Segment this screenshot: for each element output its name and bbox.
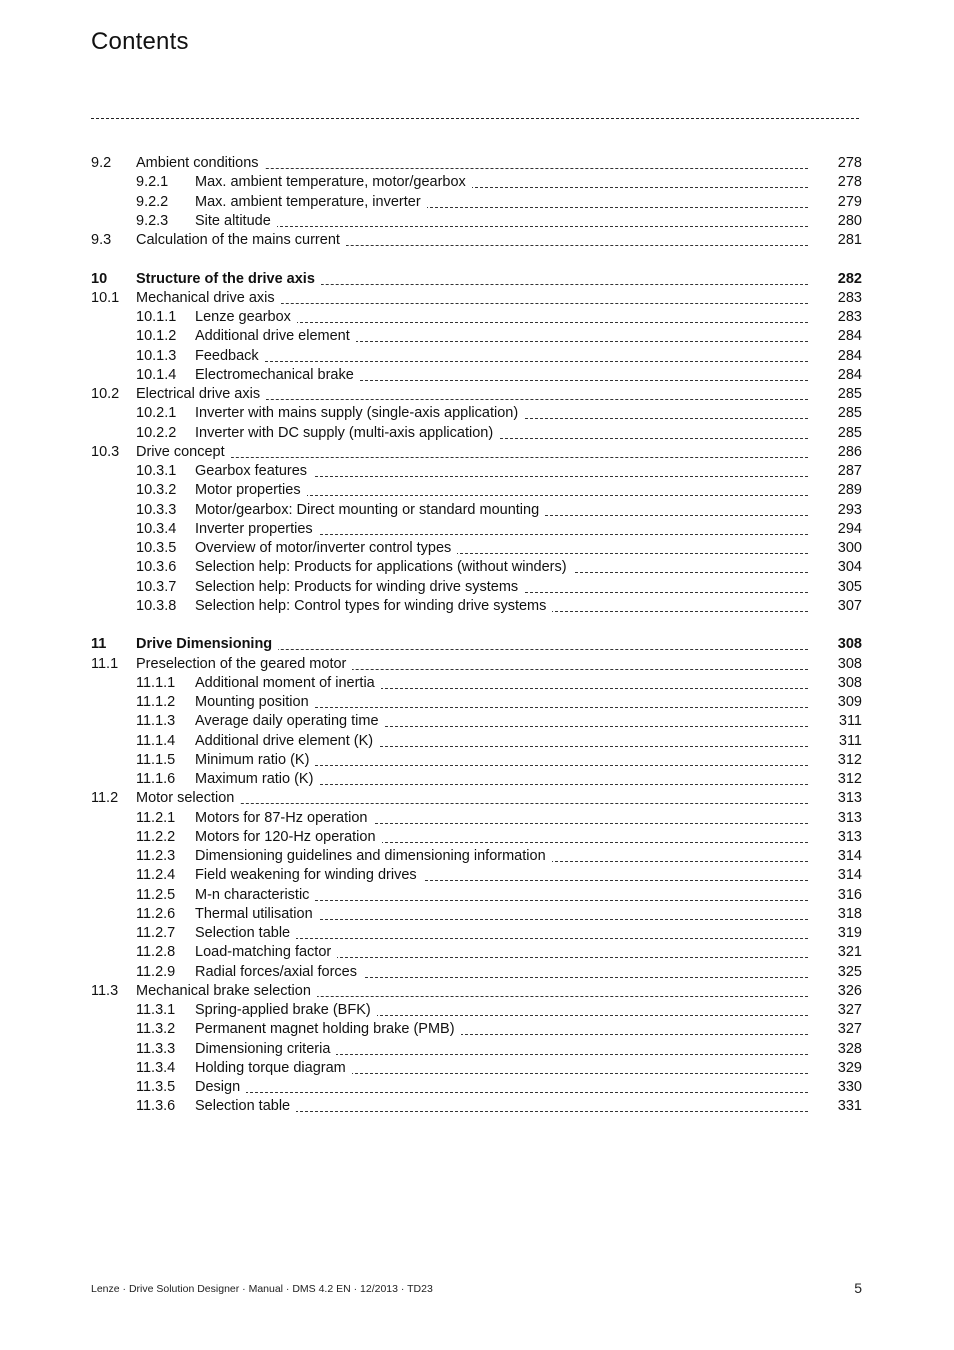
toc-entry[interactable] bbox=[0, 693, 954, 712]
toc-entry-title[interactable]: Structure of the drive axis bbox=[136, 270, 321, 289]
toc-entry[interactable] bbox=[0, 597, 954, 616]
toc-entry[interactable] bbox=[0, 655, 954, 674]
toc-entry-page[interactable]: 278 bbox=[837, 155, 862, 171]
toc-entry-page[interactable]: 326 bbox=[837, 982, 862, 999]
toc-entry-number: 10.1.1 bbox=[136, 309, 177, 325]
toc-entry[interactable] bbox=[0, 847, 954, 866]
toc-entry-page[interactable]: 313 bbox=[837, 828, 862, 845]
toc-entry[interactable] bbox=[0, 270, 954, 289]
toc-entry-number: 11.1.1 bbox=[136, 674, 176, 691]
toc-entry[interactable] bbox=[0, 501, 954, 520]
toc-entry[interactable] bbox=[0, 1059, 954, 1078]
toc-entry-page[interactable]: 308 bbox=[837, 674, 862, 691]
toc-entry-number: 10.1.2 bbox=[136, 328, 177, 345]
toc-entry-title[interactable]: Ambient conditions bbox=[136, 154, 265, 173]
toc-entry-number: 10.1 bbox=[91, 289, 120, 306]
page-title: Contents bbox=[91, 28, 189, 55]
toc-entry-number: 11.2.3 bbox=[136, 848, 176, 864]
toc-entry[interactable] bbox=[0, 866, 954, 885]
toc-entry-number: 11.3.1 bbox=[136, 1002, 176, 1018]
toc-entry[interactable] bbox=[0, 712, 954, 731]
toc-entry-page[interactable]: 319 bbox=[837, 925, 862, 941]
toc-entry-number: 10.1.4 bbox=[136, 366, 177, 383]
toc-entry-title[interactable]: Electrical drive axis bbox=[136, 385, 266, 404]
toc-entry-page[interactable]: 308 bbox=[837, 636, 862, 653]
toc-entry[interactable] bbox=[0, 385, 954, 404]
toc-entry-number: 11.2.2 bbox=[136, 828, 176, 845]
toc-entry-number: 11.3.4 bbox=[136, 1059, 176, 1076]
toc-entry-page[interactable]: 280 bbox=[837, 212, 862, 229]
toc-entry-title[interactable]: Inverter properties bbox=[195, 520, 319, 539]
toc-entry[interactable] bbox=[0, 1078, 954, 1097]
toc-entry[interactable] bbox=[0, 578, 954, 597]
toc-entry-page[interactable]: 285 bbox=[837, 405, 862, 422]
toc-entry-page[interactable]: 313 bbox=[837, 790, 862, 807]
toc-entry-title[interactable]: Maximum ratio (K) bbox=[195, 770, 319, 789]
toc-entry[interactable] bbox=[0, 539, 954, 558]
toc-entry-number: 11.2.9 bbox=[136, 963, 176, 980]
toc-entry-page[interactable]: 282 bbox=[837, 270, 862, 287]
toc-entry-number: 10.3.4 bbox=[136, 520, 177, 537]
toc-entry-title[interactable]: Motor/gearbox: Direct mounting or standard mounting bbox=[195, 501, 545, 520]
toc-entry-title[interactable]: M-n characteristic bbox=[195, 886, 315, 905]
table-of-contents bbox=[0, 154, 954, 1117]
toc-entry-page[interactable]: 285 bbox=[837, 424, 862, 441]
toc-entry-number: 10.1.3 bbox=[136, 347, 177, 364]
toc-entry-title[interactable]: Selection help: Control types for winding drive systems bbox=[195, 597, 552, 616]
toc-entry-page[interactable]: 328 bbox=[837, 1040, 862, 1057]
toc-leader-line bbox=[136, 457, 808, 458]
toc-entry-page[interactable]: 330 bbox=[837, 1079, 862, 1095]
toc-entry-number: 11.1 bbox=[91, 655, 119, 672]
toc-entry-number: 10.3.5 bbox=[136, 540, 177, 556]
toc-entry-number: 10.3 bbox=[91, 443, 120, 460]
toc-entry-number: 11 bbox=[91, 636, 107, 653]
toc-entry[interactable] bbox=[0, 173, 954, 192]
toc-entry[interactable] bbox=[0, 154, 954, 173]
toc-entry-number: 10.3.2 bbox=[136, 482, 177, 499]
toc-entry-page[interactable]: 304 bbox=[837, 559, 862, 576]
toc-entry[interactable] bbox=[0, 520, 954, 539]
toc-entry-number: 11.2.5 bbox=[136, 886, 176, 903]
toc-entry-number: 11.3.3 bbox=[136, 1040, 176, 1057]
toc-entry[interactable] bbox=[0, 1001, 954, 1020]
toc-entry-title[interactable]: Field weakening for winding drives bbox=[195, 866, 423, 885]
toc-entry-title[interactable]: Drive Dimensioning bbox=[136, 635, 278, 654]
toc-entry-page[interactable]: 279 bbox=[837, 193, 862, 210]
toc-entry[interactable] bbox=[0, 963, 954, 982]
toc-entry[interactable] bbox=[0, 424, 954, 443]
header-divider bbox=[91, 118, 859, 119]
toc-entry[interactable] bbox=[0, 809, 954, 828]
toc-entry-page[interactable]: 305 bbox=[837, 578, 862, 595]
toc-entry-number: 11.3 bbox=[91, 982, 119, 999]
toc-entry-page[interactable]: 329 bbox=[837, 1059, 862, 1076]
toc-entry-number: 11.3.6 bbox=[136, 1098, 176, 1115]
toc-entry-page[interactable]: 309 bbox=[837, 694, 862, 710]
toc-entry-number: 10.3.3 bbox=[136, 501, 177, 518]
toc-entry-page[interactable]: 318 bbox=[837, 905, 862, 922]
toc-entry-number: 9.2.1 bbox=[136, 174, 169, 191]
toc-spacer bbox=[0, 616, 954, 635]
toc-leader-line bbox=[195, 361, 808, 362]
toc-entry[interactable] bbox=[0, 193, 954, 212]
toc-entry-title[interactable]: Motor selection bbox=[136, 789, 240, 808]
toc-entry-title[interactable]: Minimum ratio (K) bbox=[195, 751, 315, 770]
toc-entry-title[interactable]: Dimensioning criteria bbox=[195, 1040, 336, 1059]
toc-entry-page[interactable]: 327 bbox=[837, 1002, 862, 1018]
toc-entry-page[interactable]: 300 bbox=[837, 540, 862, 556]
toc-entry-title[interactable]: Site altitude bbox=[195, 212, 277, 231]
toc-entry-page[interactable]: 286 bbox=[837, 443, 862, 460]
toc-entry-number: 11.3.2 bbox=[136, 1021, 176, 1038]
toc-entry-title[interactable]: Thermal utilisation bbox=[195, 905, 319, 924]
toc-entry-number: 9.2 bbox=[91, 155, 112, 171]
toc-entry-page[interactable]: 278 bbox=[837, 174, 862, 191]
toc-entry-number: 10 bbox=[91, 270, 108, 287]
toc-entry-title[interactable]: Mechanical drive axis bbox=[136, 289, 281, 308]
toc-entry[interactable] bbox=[0, 674, 954, 693]
toc-entry-number: 11.3.5 bbox=[136, 1079, 176, 1095]
toc-entry-title[interactable]: Design bbox=[195, 1078, 246, 1097]
toc-entry-number: 9.2.3 bbox=[136, 212, 169, 229]
toc-entry-page[interactable]: 283 bbox=[837, 309, 862, 325]
toc-entry-number: 11.1.4 bbox=[136, 732, 176, 749]
toc-entry-page[interactable]: 285 bbox=[837, 386, 862, 402]
toc-entry-page[interactable]: 314 bbox=[837, 867, 862, 884]
toc-entry-number: 11.2.7 bbox=[136, 925, 176, 941]
toc-entry-number: 10.2.1 bbox=[136, 405, 177, 422]
toc-entry[interactable] bbox=[0, 1020, 954, 1039]
toc-entry-number: 9.3 bbox=[91, 232, 112, 248]
toc-entry-page[interactable]: 293 bbox=[837, 501, 862, 518]
toc-entry-title[interactable]: Selection help: Products for winding drive systems bbox=[195, 578, 524, 597]
toc-entry-page[interactable]: 316 bbox=[837, 886, 862, 903]
toc-entry-title[interactable]: Drive concept bbox=[136, 443, 231, 462]
toc-entry-number: 11.2.4 bbox=[136, 867, 176, 884]
toc-entry-title[interactable]: Selection table bbox=[195, 924, 296, 943]
toc-entry-title[interactable]: Mounting position bbox=[195, 693, 315, 712]
toc-entry[interactable] bbox=[0, 308, 954, 327]
toc-entry-number: 11.1.6 bbox=[136, 771, 176, 787]
toc-entry[interactable] bbox=[0, 789, 954, 808]
toc-entry-title[interactable]: Motors for 87-Hz operation bbox=[195, 809, 373, 828]
toc-leader-line bbox=[195, 226, 808, 227]
toc-entry-number: 11.1.5 bbox=[136, 751, 176, 768]
toc-entry[interactable] bbox=[0, 905, 954, 924]
toc-entry[interactable] bbox=[0, 924, 954, 943]
toc-entry-page[interactable]: 311 bbox=[838, 732, 862, 749]
toc-entry-number: 11.1.2 bbox=[136, 694, 176, 710]
toc-entry-title[interactable]: Holding torque diagram bbox=[195, 1059, 352, 1078]
toc-entry-page[interactable]: 287 bbox=[837, 463, 862, 479]
toc-entry[interactable] bbox=[0, 327, 954, 346]
toc-entry[interactable] bbox=[0, 886, 954, 905]
toc-entry-page[interactable]: 314 bbox=[837, 848, 862, 864]
toc-entry-number: 11.2.8 bbox=[136, 944, 176, 961]
toc-entry-number: 11.2.1 bbox=[136, 809, 176, 826]
toc-entry[interactable] bbox=[0, 481, 954, 500]
toc-entry-number: 9.2.2 bbox=[136, 193, 169, 210]
toc-entry-title[interactable]: Motors for 120-Hz operation bbox=[195, 828, 382, 847]
toc-entry[interactable] bbox=[0, 347, 954, 366]
toc-entry[interactable] bbox=[0, 212, 954, 231]
toc-entry-title[interactable]: Preselection of the geared motor bbox=[136, 655, 352, 674]
toc-entry-title[interactable]: Selection table bbox=[195, 1097, 296, 1116]
toc-entry[interactable] bbox=[0, 751, 954, 770]
footer-text: Lenze · Drive Solution Designer · Manual · DMS 4.2 EN · 12/2013 · TD23 bbox=[91, 1283, 433, 1295]
toc-entry-page[interactable]: 289 bbox=[837, 482, 862, 499]
toc-entry[interactable] bbox=[0, 635, 954, 654]
toc-entry-title[interactable]: Spring-applied brake (BFK) bbox=[195, 1001, 377, 1020]
toc-entry-title[interactable]: Load-matching factor bbox=[195, 943, 337, 962]
toc-entry-page[interactable]: 308 bbox=[837, 655, 862, 672]
toc-entry-number: 10.2 bbox=[91, 386, 120, 402]
toc-entry-page[interactable]: 331 bbox=[837, 1098, 862, 1115]
toc-entry-page[interactable]: 312 bbox=[837, 751, 862, 768]
toc-entry[interactable] bbox=[0, 1040, 954, 1059]
toc-entry-title[interactable]: Calculation of the mains current bbox=[136, 231, 346, 250]
toc-entry-title[interactable]: Average daily operating time bbox=[195, 712, 385, 731]
toc-entry-title[interactable]: Additional moment of inertia bbox=[195, 674, 381, 693]
toc-entry[interactable] bbox=[0, 558, 954, 577]
toc-entry-title[interactable]: Additional drive element bbox=[195, 327, 356, 346]
toc-entry[interactable] bbox=[0, 404, 954, 423]
toc-entry[interactable] bbox=[0, 982, 954, 1001]
toc-leader-line bbox=[195, 1092, 808, 1093]
toc-entry[interactable] bbox=[0, 443, 954, 462]
toc-entry-title[interactable]: Feedback bbox=[195, 347, 265, 366]
toc-entry-title[interactable]: Dimensioning guidelines and dimensioning information bbox=[195, 847, 552, 866]
toc-entry-page[interactable]: 325 bbox=[837, 963, 862, 980]
toc-entry-page[interactable]: 307 bbox=[837, 597, 862, 614]
toc-entry-title[interactable]: Selection help: Products for applications (without winders) bbox=[195, 558, 573, 577]
toc-entry-number: 10.3.6 bbox=[136, 559, 177, 576]
toc-entry-title[interactable]: Electromechanical brake bbox=[195, 366, 360, 385]
toc-entry-number: 10.3.1 bbox=[136, 463, 177, 479]
toc-entry-title[interactable]: Inverter with mains supply (single-axis application) bbox=[195, 404, 524, 423]
toc-entry-page[interactable]: 321 bbox=[837, 944, 862, 961]
toc-entry-title[interactable]: Inverter with DC supply (multi-axis application) bbox=[195, 424, 499, 443]
toc-entry[interactable] bbox=[0, 732, 954, 751]
toc-entry-number: 10.3.7 bbox=[136, 578, 177, 595]
toc-entry[interactable] bbox=[0, 1097, 954, 1116]
toc-entry-title[interactable]: Motor properties bbox=[195, 481, 307, 500]
toc-entry[interactable] bbox=[0, 828, 954, 847]
toc-entry-title[interactable]: Max. ambient temperature, motor/gearbox bbox=[195, 173, 472, 192]
toc-entry[interactable] bbox=[0, 289, 954, 308]
page-number: 5 bbox=[854, 1280, 862, 1296]
toc-entry-title[interactable]: Permanent magnet holding brake (PMB) bbox=[195, 1020, 461, 1039]
toc-entry-page[interactable]: 312 bbox=[837, 771, 862, 787]
toc-entry[interactable] bbox=[0, 366, 954, 385]
toc-entry-title[interactable]: Gearbox features bbox=[195, 462, 313, 481]
toc-entry-page[interactable]: 283 bbox=[837, 289, 862, 306]
toc-entry-number: 11.2.6 bbox=[136, 905, 176, 922]
toc-entry-title[interactable]: Mechanical brake selection bbox=[136, 982, 317, 1001]
toc-entry-page[interactable]: 284 bbox=[837, 328, 862, 345]
toc-entry-title[interactable]: Additional drive element (K) bbox=[195, 732, 379, 751]
toc-entry-page[interactable]: 327 bbox=[837, 1021, 862, 1038]
toc-entry-page[interactable]: 284 bbox=[837, 347, 862, 364]
toc-entry[interactable] bbox=[0, 943, 954, 962]
toc-entry[interactable] bbox=[0, 462, 954, 481]
toc-entry-title[interactable]: Radial forces/axial forces bbox=[195, 963, 363, 982]
toc-entry[interactable] bbox=[0, 231, 954, 250]
toc-entry-title[interactable]: Lenze gearbox bbox=[195, 308, 297, 327]
toc-entry-title[interactable]: Max. ambient temperature, inverter bbox=[195, 193, 427, 212]
toc-entry-page[interactable]: 281 bbox=[837, 232, 862, 248]
toc-spacer bbox=[0, 250, 954, 269]
toc-entry-number: 11.2 bbox=[91, 790, 119, 807]
toc-entry[interactable] bbox=[0, 770, 954, 789]
toc-entry-number: 10.2.2 bbox=[136, 424, 177, 441]
toc-entry-title[interactable]: Overview of motor/inverter control types bbox=[195, 539, 457, 558]
toc-entry-number: 10.3.8 bbox=[136, 597, 177, 614]
toc-entry-page[interactable]: 311 bbox=[838, 713, 862, 730]
toc-entry-number: 11.1.3 bbox=[136, 713, 176, 730]
toc-entry-page[interactable]: 284 bbox=[837, 366, 862, 383]
toc-entry-page[interactable]: 294 bbox=[837, 520, 862, 537]
toc-entry-page[interactable]: 313 bbox=[837, 809, 862, 826]
